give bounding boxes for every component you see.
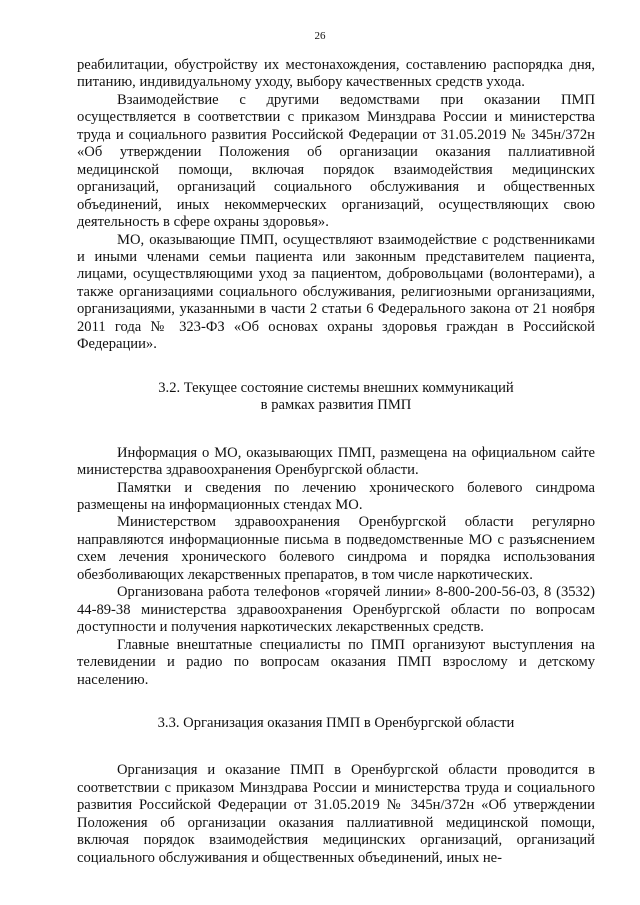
paragraph-media-appearances: Главные внештатные специалисты по ПМП организуют выступления на телевидении и радио по вопросам оказания ПМП взрослому и детскому населению. bbox=[77, 636, 595, 688]
paragraph-hotline: Организована работа телефонов «горячей линии» 8-800-200-56-03, 8 (3532) 44-89-38 министерства здравоохранения Оренбургской области по вопросам доступности и получения наркотических лекарственных средств. bbox=[77, 584, 595, 636]
paragraph-mo-interaction: МО, оказывающие ПМП, осуществляют взаимодействие с родственниками и иными членами семьи пациента или законным представителем пациента, лицами, осуществляющими уход за пациентом, добровольцами (волонтерами), а также организациями социального обслуживания, религиозными организациями, организациями, указанными в части 2 статьи 6 Федерального закона от 21 ноября 2011 года № 323-ФЗ «Об основах охраны здоровья граждан в Российской Федерации». bbox=[77, 231, 595, 353]
paragraph-rehabilitation-continuation: реабилитации, обустройству их местонахождения, составлению распорядка дня, питанию, индивидуальному уходу, выбору качественных средств ухода. bbox=[77, 57, 595, 91]
spacer bbox=[77, 689, 595, 715]
section-heading-3-2-line1: 3.2. Текущее состояние системы внешних коммуникаций bbox=[158, 379, 514, 396]
spacer bbox=[77, 354, 595, 380]
section-heading-3-3: 3.3. Организация оказания ПМП в Оренбургской области bbox=[157, 714, 515, 731]
spacer bbox=[77, 415, 595, 445]
document-body bbox=[77, 57, 595, 867]
section-heading-3-2-line2: в рамках развития ПМП bbox=[260, 397, 412, 414]
paragraph-info-letters: Министерством здравоохранения Оренбургской области регулярно направляются информационные письма в подведомственные МО с разъяснением схем лечения хронического болевого синдрома и порядка использования обезболивающих лекарственных препаратов, в том числе наркотических. bbox=[77, 514, 595, 583]
paragraph-interagency-cooperation: Взаимодействие с другими ведомствами при оказании ПМП осуществляется в соответствии с приказом Минздрава России и министерства труда и социального развития Российской Федерации от 31.05.2019 № 345н/372н «Об утверждении Положения об организации оказания паллиативной медицинской помощи, включая порядок взаимодействия медицинских организаций, организаций социального обслуживания и общественных объединений, иных некоммерческих организаций, осуществляющих свою деятельность в сфере охраны здоровья». bbox=[77, 91, 595, 231]
spacer bbox=[77, 732, 595, 762]
paragraph-pain-memos: Памятки и сведения по лечению хронического болевого синдрома размещены на информационных стендах МО. bbox=[77, 479, 595, 513]
page-number: 26 bbox=[314, 30, 326, 42]
paragraph-organization-pmp: Организация и оказание ПМП в Оренбургской области проводится в соответствии с приказом Минздрава России и министерства труда и социального развития Российской Федерации от 31.05.2019 № 345н/372н «Об утверждении Положения об организации оказания паллиативной медицинской помощи, включая порядок взаимодействия медицинских организаций, организаций социального обслуживания и общественных объединений, иных не- bbox=[77, 762, 595, 866]
paragraph-official-site-info: Информация о МО, оказывающих ПМП, размещена на официальном сайте министерства здравоохранения Оренбургской области. bbox=[77, 444, 595, 479]
